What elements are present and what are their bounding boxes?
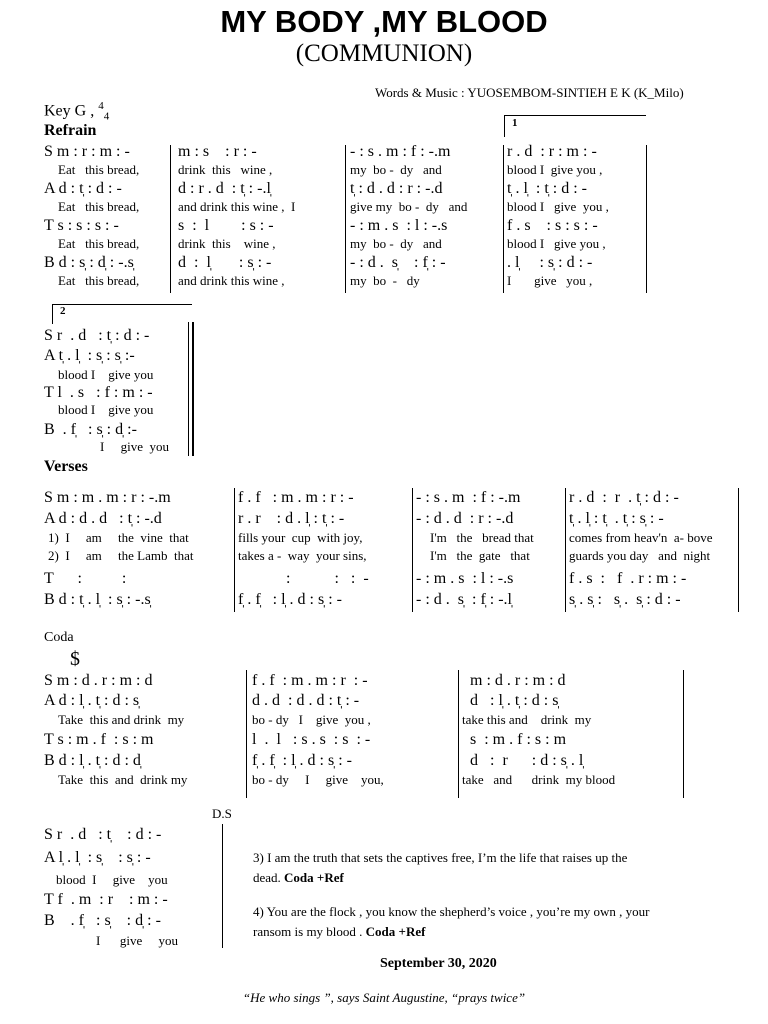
- solfa-line: - : d . d : r : -.d: [416, 510, 514, 527]
- lyric-line: drink this wine ,: [178, 162, 273, 177]
- lyric-line: fills your cup with joy,: [238, 530, 363, 545]
- solfa-line: m : d . r : m : d: [470, 672, 566, 689]
- lyric-line: my bo - dy: [350, 273, 420, 288]
- solfa-line: - : d . s̩ : f̩ : -: [350, 254, 446, 271]
- solfa-line: f . s : s : s : -: [507, 217, 598, 234]
- solfa-line: S r . d : t̩ : d : -: [44, 327, 150, 344]
- solfa-line: A d : d . d : t̩ : -.d: [44, 510, 162, 527]
- ending-1-label: 1: [512, 117, 518, 129]
- lyric-line: bo - dy I give you ,: [252, 712, 371, 727]
- solfa-line: t̩ . l̩ : t̩ . t̩ : s̩ : -: [569, 510, 664, 527]
- key-signature: Key G , $^4_4$: [44, 100, 110, 123]
- solfa-line: f̩ . f̩ : l̩ . d : s̩ : -: [238, 591, 342, 608]
- lyric-line: blood I give you: [58, 402, 154, 417]
- lyric-line: takes a - way your sins,: [238, 548, 367, 563]
- lyric-line: Eat this bread,: [58, 273, 140, 288]
- lyric-line: I give you: [96, 933, 178, 948]
- solfa-line: f . s : f . r : m : -: [569, 570, 687, 587]
- solfa-line: - : s . m : f : -.m: [416, 489, 521, 506]
- lyric-line: Eat this bread,: [58, 162, 140, 177]
- lyric-line: I give you ,: [507, 273, 593, 288]
- solfa-line: l . l : s . s : s : -: [252, 731, 371, 748]
- solfa-line: S m : d . r : m : d: [44, 672, 153, 689]
- solfa-line: B d : s̩ : d̩ : -.s̩: [44, 254, 134, 271]
- solfa-line: d : r : d : s̩ . l̩: [470, 752, 584, 769]
- solfa-line: - : d . s̩ : f̩ : -.l̩: [416, 591, 512, 608]
- solfa-line: A d : l̩ . t̩ : d : s̩: [44, 692, 140, 709]
- solfa-line: - : m . s : l : -.s: [416, 570, 514, 587]
- solfa-line: r . d : r . t̩ : d : -: [569, 489, 679, 506]
- solfa-line: - : m . s : l : -.s: [350, 217, 448, 234]
- date: September 30, 2020: [380, 956, 497, 971]
- solfa-line: T s : s : s : -: [44, 217, 119, 234]
- solfa-line: f̩ . f̩ : l̩ . d : s̩ : -: [252, 752, 352, 769]
- solfa-line: f . f : m . m : r : -: [252, 672, 368, 689]
- lyric-line: blood I give you: [56, 872, 168, 887]
- solfa-line: T : :: [44, 570, 127, 587]
- lyric-line: Take this and drink my: [58, 712, 185, 727]
- lyric-line: and drink this wine ,: [178, 273, 285, 288]
- refrain-heading: Refrain: [44, 122, 97, 139]
- solfa-line: s : l : s : -: [178, 217, 274, 234]
- lyric-line: blood I give you ,: [507, 199, 609, 214]
- solfa-line: t̩ . l̩ : t̩ : d : -: [507, 180, 587, 197]
- closing-quote: “He who sings ”, says Saint Augustine, “prays twice”: [242, 990, 526, 1005]
- segno-sign-icon: $: [70, 648, 80, 670]
- lyric-line: take this and drink my: [462, 712, 592, 727]
- solfa-line: r . d : r : m : -: [507, 143, 597, 160]
- solfa-line: t̩ : d . d : r : -.d: [350, 180, 443, 197]
- solfa-line: S m : r : m : -: [44, 143, 130, 160]
- song-title: MY BODY ,MY BLOOD: [220, 4, 548, 39]
- solfa-line: S r . d : t̩ : d : -: [44, 826, 162, 843]
- solfa-line: m : s : r : -: [178, 143, 257, 160]
- verse-4-note: 4) You are the flock , you know the shepherd’s voice , you’re my own , your ransom is my blood . Coda +Ref: [253, 904, 650, 939]
- ds-label: D.S: [212, 806, 232, 821]
- lyric-line: Eat this bread,: [58, 236, 140, 251]
- solfa-line: d : l̩ . t̩ : d : s̩: [470, 692, 559, 709]
- lyric-line: I'm the bread that: [430, 530, 534, 545]
- solfa-line: d : l̩ : s̩ : -: [178, 254, 272, 271]
- coda-heading: Coda: [44, 630, 74, 645]
- solfa-line: d . d : d . d : t̩ : -: [252, 692, 360, 709]
- solfa-line: B d : t̩ . l̩ : s̩ : -.s̩: [44, 591, 151, 608]
- solfa-line: d : r . d : t̩ : -.l̩: [178, 180, 271, 197]
- lyric-line: blood I give you ,: [507, 162, 603, 177]
- solfa-line: r . r : d . l̩ : t̩ : -: [238, 510, 345, 527]
- lyric-line: and drink this wine , I: [178, 199, 296, 214]
- solfa-line: T l . s : f : m : -: [44, 384, 153, 401]
- lyric-line: bo - dy I give you,: [252, 772, 384, 787]
- solfa-line: B . f̩ : s̩ : d̩ :-: [44, 421, 137, 438]
- composer-credit: Words & Music : YUOSEMBOM-SINTIEH E K (K_Milo): [375, 85, 684, 100]
- solfa-line: . l̩ : s̩ : d : -: [507, 254, 593, 271]
- solfa-line: s : m . f : s : m: [470, 731, 567, 748]
- solfa-line: s̩ . s̩ : s̩ . s̩ : d : -: [569, 591, 681, 608]
- lyric-line: my bo - dy and: [350, 236, 442, 251]
- solfa-line: : : : -: [238, 570, 369, 587]
- solfa-line: A l̩ . l̩ : s̩ : s̩ : -: [44, 849, 151, 866]
- lyric-line: give my bo - dy and: [350, 199, 468, 214]
- lyric-line: I'm the gate that: [430, 548, 530, 563]
- lyric-line: comes from heav'n a- bove: [569, 530, 713, 545]
- solfa-line: f . f : m . m : r : -: [238, 489, 354, 506]
- lyric-line: 1) I am the vine that: [48, 530, 189, 545]
- lyric-line: guards you day and night: [569, 548, 711, 563]
- solfa-line: T s : m . f : s : m: [44, 731, 154, 748]
- ending-2-label: 2: [60, 305, 66, 317]
- solfa-line: S m : m . m : r : -.m: [44, 489, 171, 506]
- solfa-line: A d : t̩ : d : -: [44, 180, 122, 197]
- solfa-line: A t̩ . l̩ : s̩ : s̩ :-: [44, 347, 135, 364]
- solfa-line: B d : l̩ . t̩ : d : d̩: [44, 752, 141, 769]
- solfa-line: - : s . m : f : -.m: [350, 143, 451, 160]
- lyric-line: drink this wine ,: [178, 236, 276, 251]
- lyric-line: blood I give you: [58, 367, 154, 382]
- verse-3-note: 3) I am the truth that sets the captives free, I’m the life that raises up the dead. Coda +Ref: [253, 850, 628, 885]
- lyric-line: my bo - dy and: [350, 162, 442, 177]
- lyric-line: blood I give you ,: [507, 236, 606, 251]
- lyric-line: Eat this bread,: [58, 199, 140, 214]
- verses-heading: Verses: [44, 458, 88, 475]
- solfa-line: T f . m : r : m : -: [44, 891, 168, 908]
- lyric-line: I give you: [100, 439, 169, 454]
- song-subtitle: (COMMUNION): [295, 40, 473, 67]
- solfa-line: B . f̩ : s̩ : d̩ : -: [44, 912, 161, 929]
- lyric-line: 2) I am the Lamb that: [48, 548, 194, 563]
- lyric-line: take and drink my blood: [462, 772, 616, 787]
- lyric-line: Take this and drink my: [58, 772, 188, 787]
